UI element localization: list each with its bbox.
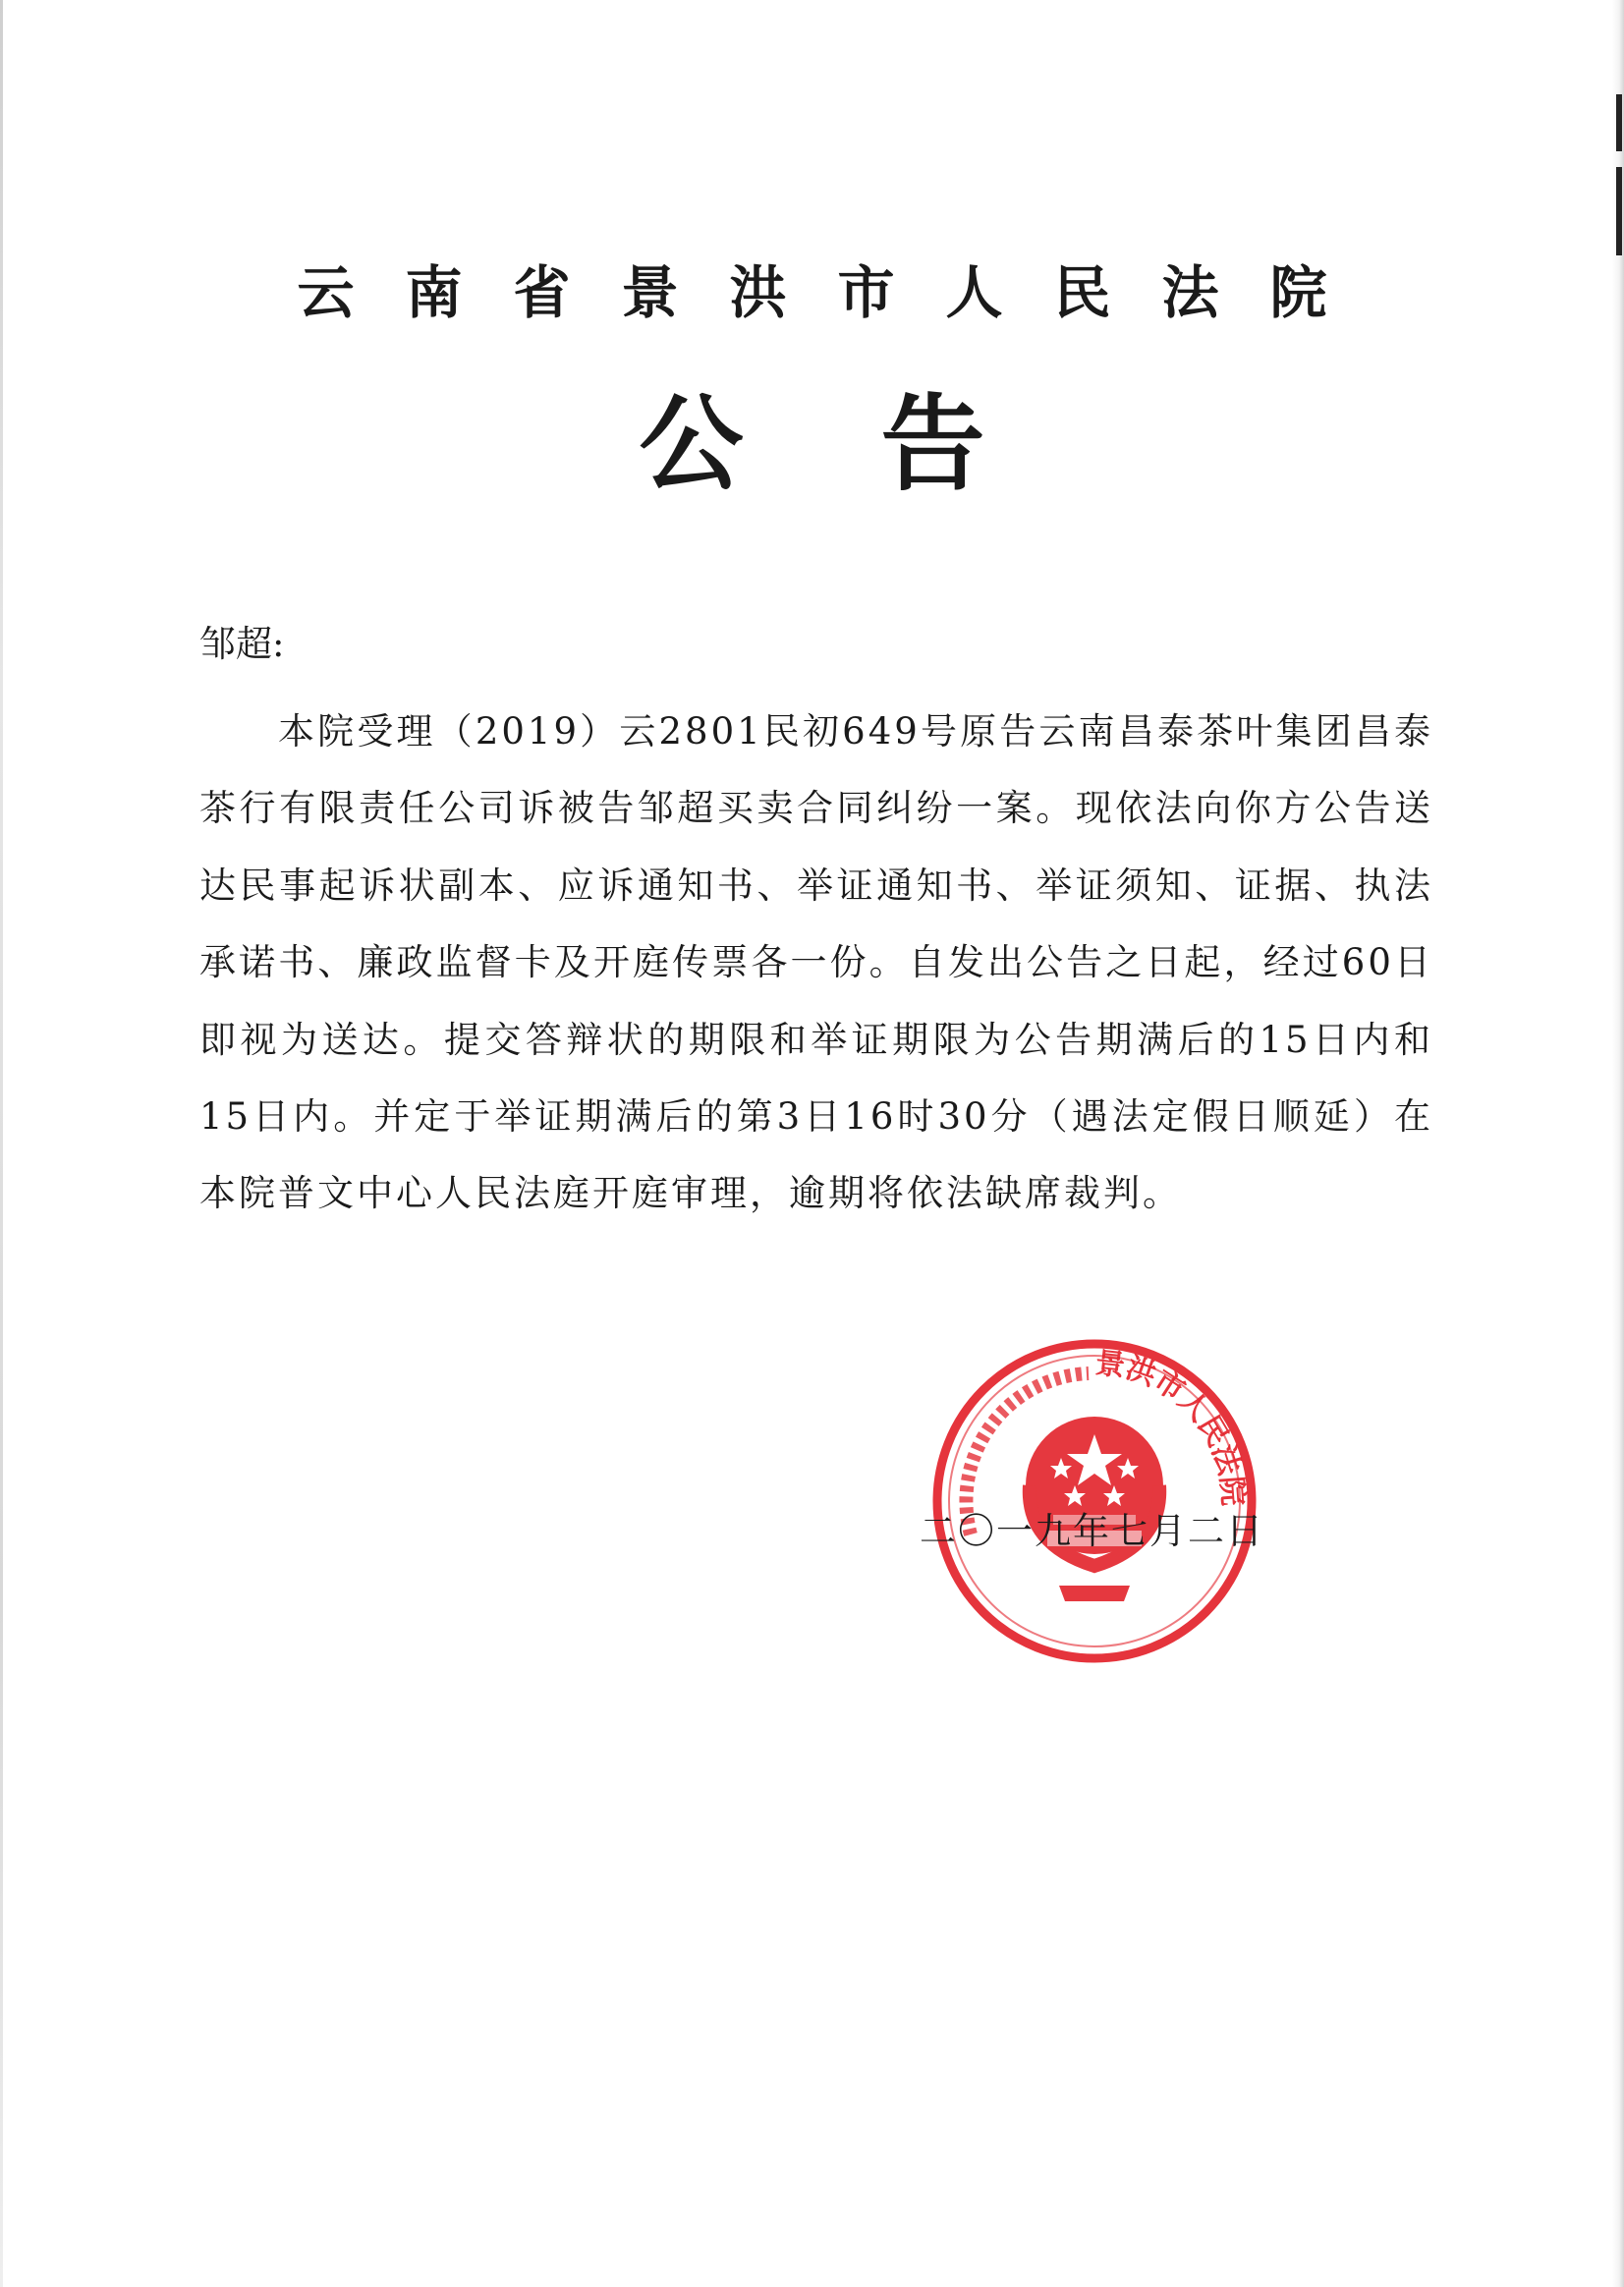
court-seal xyxy=(931,1338,1258,1664)
seal-text: 景洪市人民法院 xyxy=(1093,1346,1251,1507)
scan-edge-right xyxy=(1612,0,1624,2287)
issue-date: 二〇一九年七月二日 xyxy=(920,1510,1264,1552)
scan-edge-left xyxy=(0,0,3,2287)
court-name-heading: 云南省景洪市人民法院 xyxy=(297,259,1378,326)
notice-body: 本院受理（2019）云2801民初649号原告云南昌泰茶叶集团昌泰茶行有限责任公司诉被告邹超买卖合同纠纷一案。现依法向你方公告送达民事起诉状副本、应诉通知书、举证通知书、举证须知、证据、执法承诺书、廉政监督卡及开庭传票各一份。自发出公告之日起，经过60日即视为送达。提交答辩状的期限和举证期限为公告期满后的15日内和15日内。并定于举证期满后的第3日16时30分（遇法定假日顺延）在本院普文中心人民法庭开庭审理，逾期将依法缺席裁判。 xyxy=(199,710,1433,1215)
scan-mark-right xyxy=(1616,94,1622,151)
notice-title: 公告 xyxy=(639,382,1123,505)
scan-mark-right xyxy=(1616,167,1622,255)
recipient-line: 邹超: xyxy=(199,623,285,665)
